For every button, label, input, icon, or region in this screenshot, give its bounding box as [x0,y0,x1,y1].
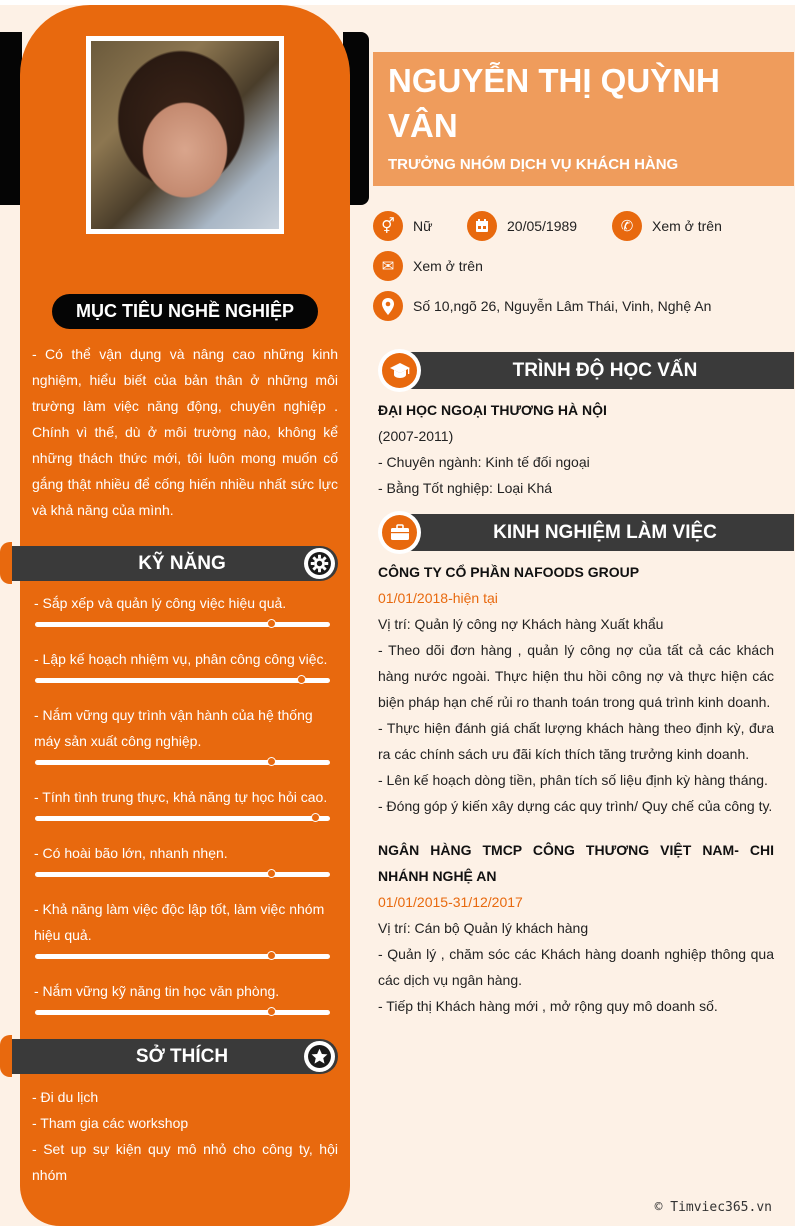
skill-label: - Khả năng làm việc độc lập tốt, làm việc nhóm hiệu quả. [34,901,325,943]
job-position: Vị trí: Quản lý công nợ Khách hàng Xuất khẩu [378,616,664,632]
skill-item [32,590,338,627]
company-name: CÔNG TY CỔ PHẦN NAFOODS GROUP [378,564,640,580]
skill-label: - Nắm vững quy trình vận hành của hệ thống máy sản xuất công nghiệp. [34,707,313,749]
education-degree: - Bằng Tốt nghiệp: Loại Khá [378,480,553,496]
experience-section [378,559,774,1019]
education-band [378,352,794,389]
briefcase-icon [382,515,417,550]
education-major: - Chuyên ngành: Kinh tế đối ngoại [378,454,590,470]
skill-bar [35,678,330,683]
skill-item [32,646,338,683]
skill-item [32,702,338,765]
skill-bar [35,816,330,821]
skill-bar [35,622,330,627]
job-title: TRƯỞNG NHÓM DỊCH VỤ KHÁCH HÀNG [388,156,679,173]
email-value: Xem ở trên [413,258,483,274]
skill-label: - Tính tình trung thực, khả năng tự học hỏi cao. [34,789,328,805]
hobby-item: - Tham gia các workshop [32,1115,189,1131]
header [373,52,794,186]
job-date: 01/01/2018-hiện tại [378,590,498,606]
hobbies-title: SỞ THÍCH [135,1046,229,1067]
contact-birthday [467,211,577,241]
gear-icon [304,548,335,579]
contact-address [373,291,711,321]
skill-item [32,840,338,877]
education-period: (2007-2011) [378,428,454,444]
location-pin-icon [373,291,403,321]
objective-text: - Có thể vận dụng và nâng cao những kinh nghiệm, hiểu biết của bản thân ở những môi trường làm việc năng động, chuyên nghiệp . Chính vì thế, dù ở môi trường nào, không kể những thách thức mới, tôi luôn mong muốn cố gắng thật nhiều để cống hiến nhiều nhất sức lực và khả năng của mình. [32,346,338,518]
skill-label: - Sắp xếp và quản lý công việc hiệu quả. [34,595,287,611]
footer-credit[interactable]: © Timviec365.vn [654,1200,772,1215]
skill-level-knob [267,869,276,878]
experience-icon-circle [378,511,421,554]
profile-photo-frame [86,36,284,234]
skill-bar [35,954,330,959]
contact-email [373,251,483,281]
skill-level-knob [267,1007,276,1016]
hobbies-band [12,1039,338,1074]
company-name: NGÂN HÀNG TMCP CÔNG THƯƠNG VIỆT NAM- CHI NHÁNH NGHỆ AN [378,842,774,884]
skills-band-tab [0,542,12,584]
skill-item [32,978,338,1015]
skill-item [32,784,338,821]
job-duty: - Theo dõi đơn hàng , quản lý công nợ của tất cả các khách hàng nước ngoài. Thực hiện thu hồi công nợ và thực hiện các biện pháp hạn chế rủi ro thanh toán trong quá trình kinh doanh. [378,642,774,710]
skills-band [12,546,338,581]
profile-photo [91,41,279,229]
phone-value: Xem ở trên [652,218,722,234]
job-date: 01/01/2015-31/12/2017 [378,894,523,910]
job-duty: - Tiếp thị Khách hàng mới , mở rộng quy mô doanh số. [378,998,718,1014]
skill-item [32,896,338,959]
job-duty: - Thực hiện đánh giá chất lượng khách hàng theo định kỳ, đưa ra các chính sách ưu đãi kích thích tăng trưởng kinh doanh. [378,720,774,762]
mail-icon: ✉ [373,251,403,281]
graduation-cap-icon [382,353,417,388]
skill-label: - Có hoài bão lớn, nhanh nhẹn. [34,845,228,861]
calendar-icon [467,211,497,241]
job-position: Vị trí: Cán bộ Quản lý khách hàng [378,920,589,936]
skill-level-knob [267,757,276,766]
hobby-item: - Đi du lịch [32,1089,99,1105]
job-duty: - Lên kế hoạch dòng tiền, phân tích số liệu định kỳ hàng tháng. [378,772,768,788]
skill-bar [35,872,330,877]
star-icon [304,1041,335,1072]
skill-level-knob [267,951,276,960]
school-name: ĐẠI HỌC NGOẠI THƯƠNG HÀ NỘI [378,402,607,418]
education-icon-circle [378,349,421,392]
phone-icon: ✆ [612,211,642,241]
objective-title: MỤC TIÊU NGHỀ NGHIỆP [52,294,318,329]
skill-bar [35,1010,330,1015]
experience-band [378,514,794,551]
education-section [378,397,774,501]
experience-title: KINH NGHIỆM LÀM VIỆC [493,522,717,543]
hobby-item: - Set up sự kiện quy mô nhỏ cho công ty, hội nhóm [32,1141,338,1183]
skill-level-knob [267,619,276,628]
birthday-value: 20/05/1989 [507,218,578,234]
skill-label: - Nắm vững kỹ năng tin học văn phòng. [34,983,280,999]
job-duty: - Quản lý , chăm sóc các Khách hàng doanh nghiệp thông qua các dịch vụ ngân hàng. [378,946,774,988]
gender-icon: ⚥ [373,211,403,241]
job-entry [378,559,774,819]
skill-level-knob [297,675,306,684]
skills-list [32,590,338,1034]
decorative-block-left [0,32,22,205]
education-title: TRÌNH ĐỘ HỌC VẤN [512,360,698,381]
address-value: Số 10,ngõ 26, Nguyễn Lâm Thái, Vinh, Nghệ An [413,298,712,314]
contact-phone [612,211,722,241]
candidate-name: NGUYỄN THỊ QUỲNH VÂN [388,62,720,144]
job-entry [378,837,774,1019]
hobbies-list [32,1084,338,1188]
skill-bar [35,760,330,765]
gender-value: Nữ [413,218,433,234]
skill-level-knob [311,813,320,822]
job-duty: - Đóng góp ý kiến xây dựng các quy trình/ Quy chế của công ty. [378,798,773,814]
hobbies-band-tab [0,1035,12,1077]
contact-gender [373,211,432,241]
skill-label: - Lập kế hoạch nhiệm vụ, phân công công việc. [34,651,328,667]
skills-title: KỸ NĂNG [138,553,226,574]
